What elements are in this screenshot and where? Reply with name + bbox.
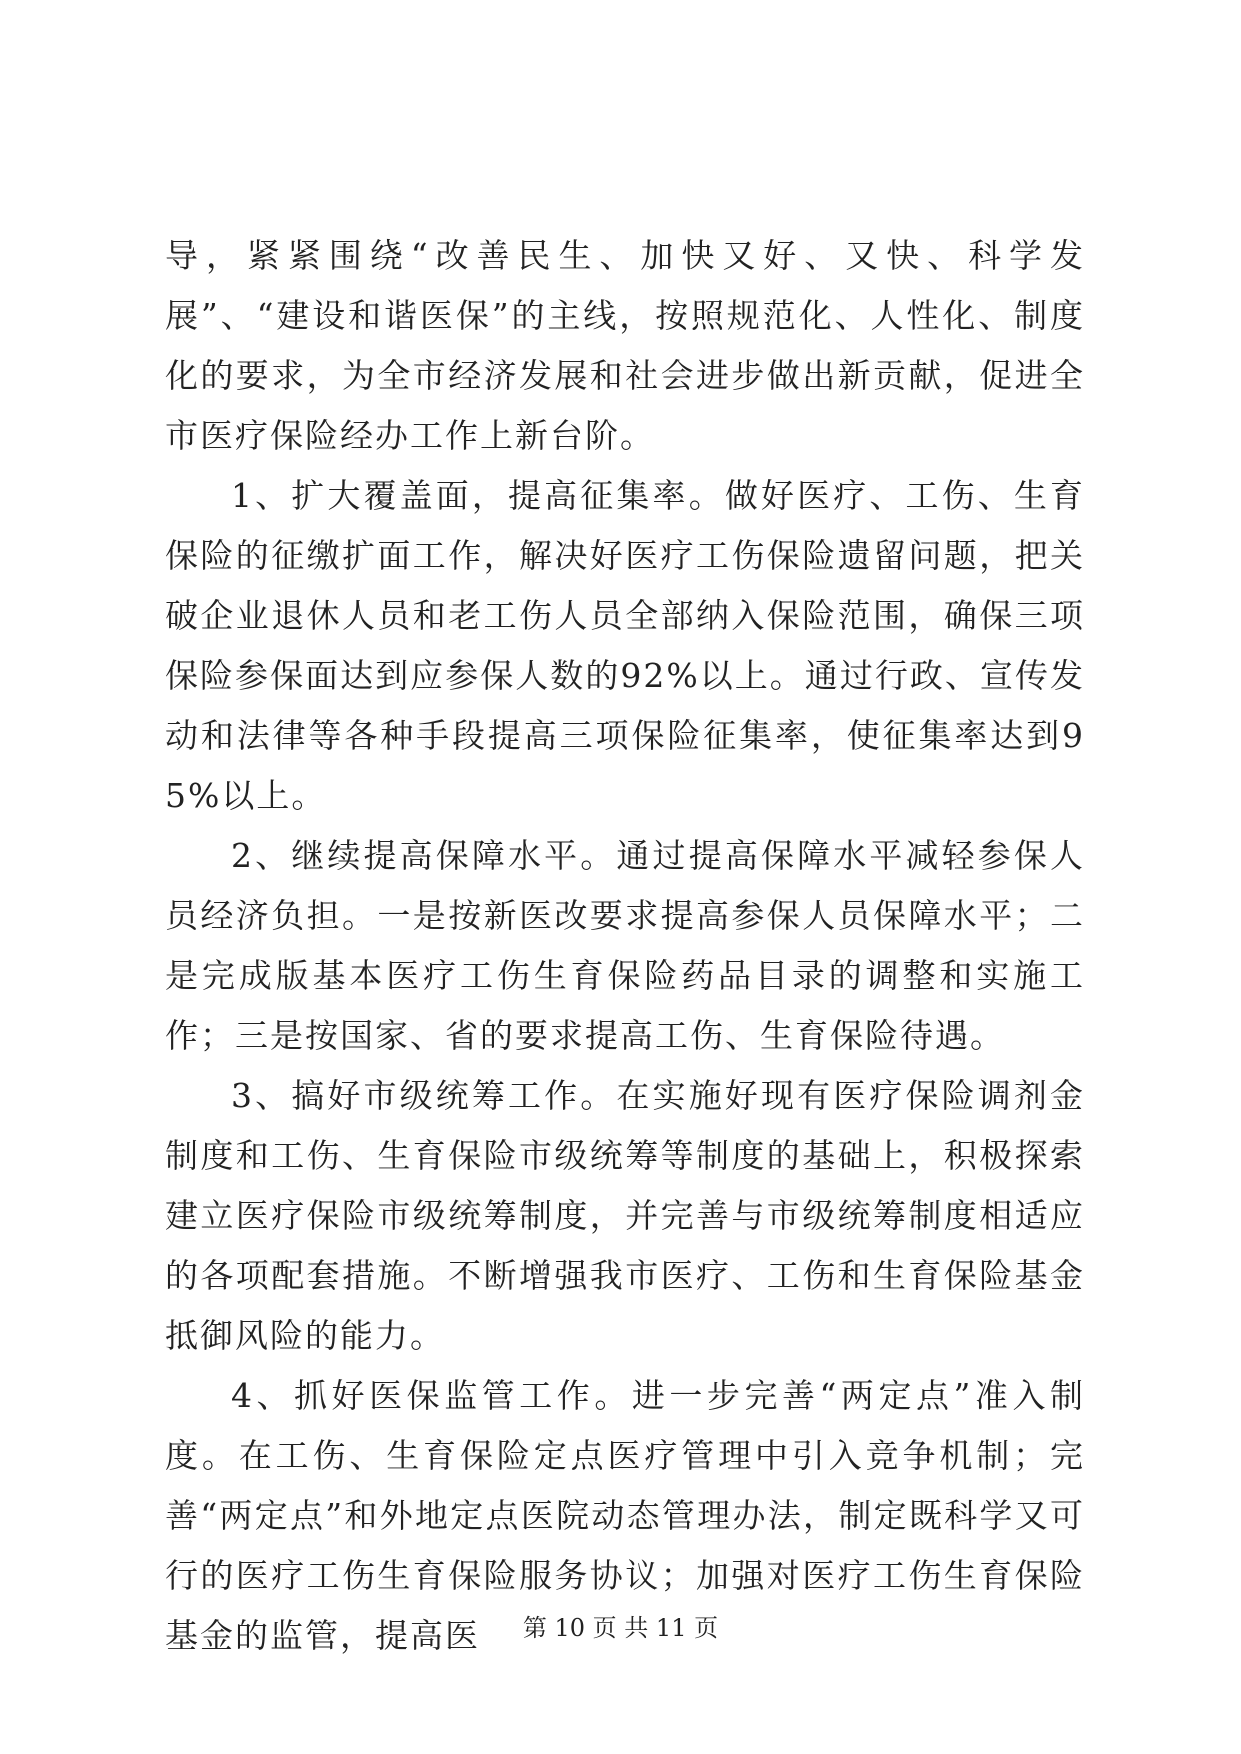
document-body xyxy=(165,226,1085,1666)
paragraph-item-1: 1、扩大覆盖面，提高征集率。做好医疗、工伤、生育保险的征缴扩面工作，解决好医疗工伤保险遗留问题，把关破企业退休人员和老工伤人员全部纳入保险范围，确保三项保险参保面达到应参保人数的92%以上。通过行政、宣传发动和法律等各种手段提高三项保险征集率，使征集率达到95%以上。 xyxy=(165,476,1085,815)
page-footer xyxy=(0,1613,1241,1643)
paragraph-item-2: 2、继续提高保障水平。通过提高保障水平减轻参保人员经济负担。一是按新医改要求提高参保人员保障水平；二是完成版基本医疗工伤生育保险药品目录的调整和实施工作；三是按国家、省的要求提高工伤、生育保险待遇。 xyxy=(165,836,1085,1055)
paragraph-item-4: 4、抓好医保监管工作。进一步完善“两定点”准入制度。在工伤、生育保险定点医疗管理中引入竞争机制；完善“两定点”和外地定点医院动态管理办法，制定既科学又可行的医疗工伤生育保险服务协议；加强对医疗工伤生育保险基金的监管，提高医 xyxy=(165,1376,1085,1655)
page-number-label: 第 10 页 共 11 页 xyxy=(522,1614,719,1642)
paragraph-item-3: 3、搞好市级统筹工作。在实施好现有医疗保险调剂金制度和工伤、生育保险市级统筹等制度的基础上，积极探索建立医疗保险市级统筹制度，并完善与市级统筹制度相适应的各项配套措施。不断增强我市医疗、工伤和生育保险基金抵御风险的能力。 xyxy=(165,1076,1085,1355)
paragraph-continuation: 导，紧紧围绕“改善民生、加快又好、又快、科学发展”、“建设和谐医保”的主线，按照规范化、人性化、制度化的要求，为全市经济发展和社会进步做出新贡献，促进全市医疗保险经办工作上新台阶。 xyxy=(165,236,1085,455)
